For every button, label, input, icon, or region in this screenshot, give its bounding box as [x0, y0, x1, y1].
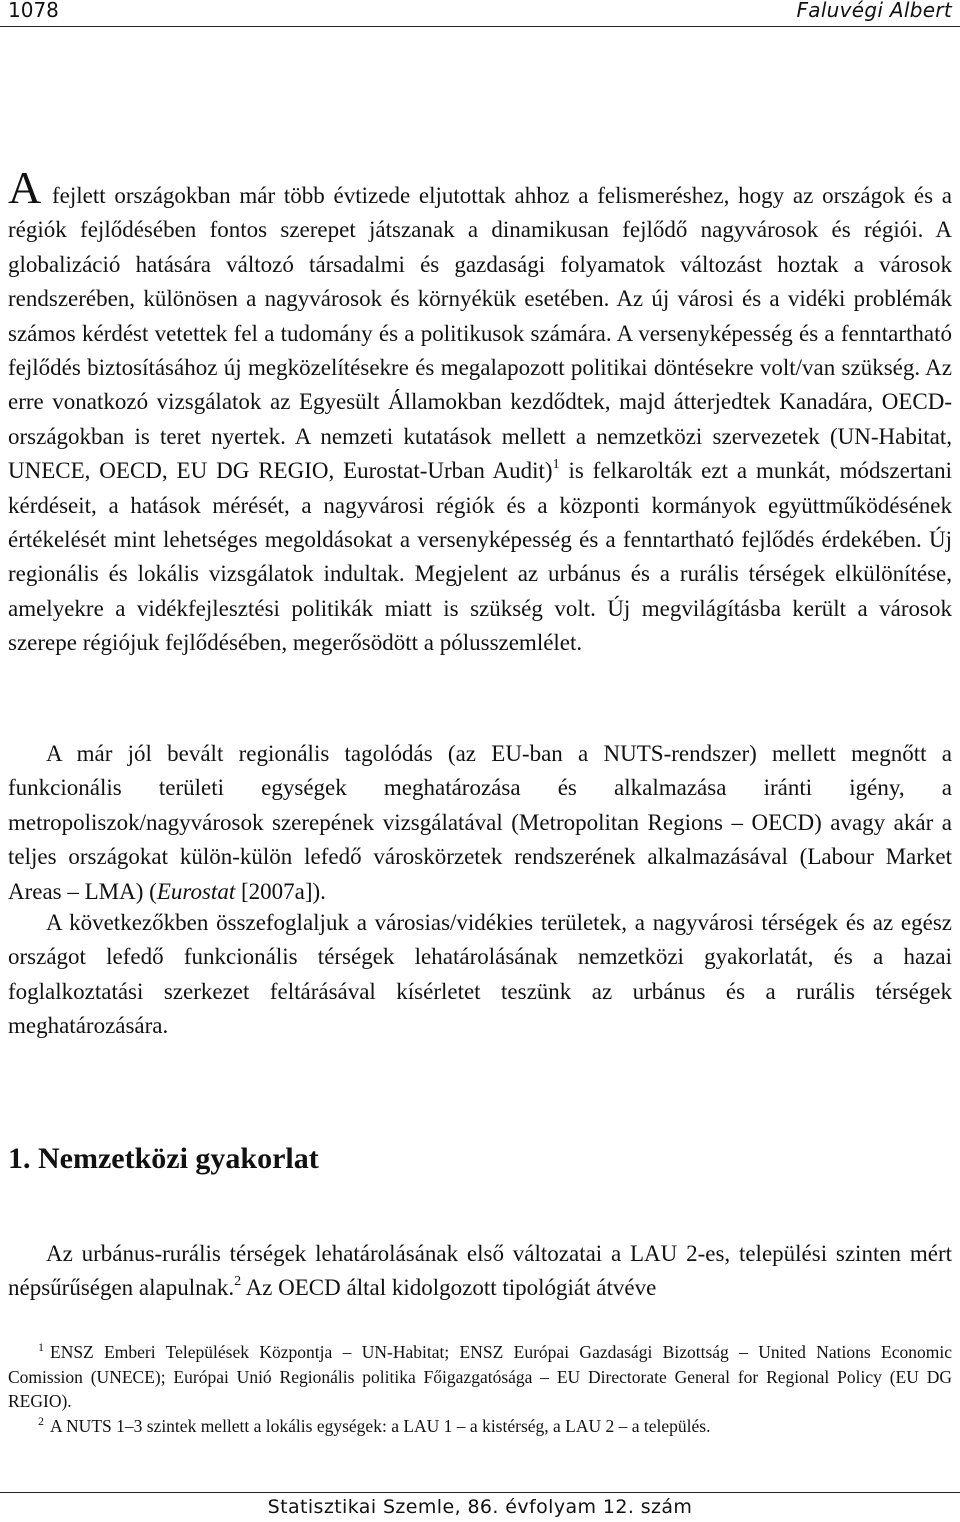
- footnote-marker-1: 1: [38, 1340, 44, 1354]
- footnote-ref-2[interactable]: 2: [234, 1274, 242, 1290]
- footnote-marker-2: 2: [38, 1413, 44, 1428]
- intro-text-continued: is felkarolták ezt a munkát, módszertani kérdéseit, a hatások mérését, a nagyvárosi régiók és a központi kormányok együttműködésének értékelését mint lehetséges megoldásokat a versenyképesség és a fenntartható fejlődés érdekében. Új regionális és lokális vizsgálatok indultak. Megjelent az urbánus és a rurális térségek elkülönítése, amelyekre a vidékfejlesztési politikák miatt is szükség volt. Új megvilágításba került a városok szerepe régiójuk fejlődésében, megerősödött a pólusszemlélet.: [8, 458, 952, 656]
- running-author: Faluvégi Albert: [796, 0, 952, 22]
- footnote-2: [8, 1414, 952, 1439]
- paragraph-2: [8, 737, 952, 909]
- paragraph-3: A következőkben összefoglaljuk a városias/vidékies területek, a nagyvárosi térségek és az egész országot lefedő funkcionális térségek lehatárolásának nemzetközi gyakorlatát, és a hazai foglalkoztatási szerkezet feltárásával kísérletet teszünk az urbánus és a rurális térségek meghatározására.: [8, 910, 952, 1039]
- footnote-1-text: ENSZ Emberi Települések Központja – UN-Habitat; ENSZ Európai Gazdasági Bizottság – United Nations Economic Comission (UNECE); Európai Unió Regionális politika Főigazgatósága – EU Directorate General for Regional Policy (EU DG REGIO).: [8, 1342, 952, 1411]
- intro-text: fejlett országokban már több évtizede eljutottak ahhoz a felismeréshez, hogy az országok és a régiók fejlődésében fontos szerepet játszanak a dinamikusan fejlődő nagyvárosok és régiói. A globalizáció hatására változó társadalmi és gazdasági folyamatok változást hoztak a városok rendszerében, különösen a nagyvárosok és környékük esetében. Az új városi és a vidéki problémák számos kérdést vetettek fel a tudomány és a politikusok számára. A versenyképesség és a fenntartható fejlődés biztosításához új megközelítésekre és megalapozott politikai döntésekre volt/van szükség. Az erre vonatkozó vizsgálatok az Egyesült Államokban kezdődtek, majd átterjedtek Kanadára, OECD-országokban is teret nyertek. A nemzeti kutatások mellett a nemzetközi szervezetek (UN-Habitat, UNECE, OECD, EU DG REGIO, Eurostat-Urban Audit): [8, 183, 952, 484]
- section-paragraph: [8, 1237, 952, 1306]
- section-heading: 1. Nemzetközi gyakorlat: [8, 1142, 319, 1175]
- journal-name: Statisztikai Szemle, 86. évfolyam 12. szám: [267, 1496, 693, 1518]
- footnote-ref-1[interactable]: 1: [552, 457, 560, 473]
- running-header: [0, 0, 960, 27]
- intro-paragraph: [8, 162, 952, 661]
- running-footer: [0, 1492, 960, 1522]
- page-number: 1078: [8, 0, 59, 22]
- section-text-continued: Az OECD által kidolgozott tipológiát átvéve: [241, 1275, 657, 1301]
- footnotes: [8, 1340, 952, 1438]
- citation-author: Eurostat: [156, 878, 236, 904]
- drop-cap: A: [8, 162, 42, 213]
- paragraph-2-text-continued: [2007a]).: [235, 878, 326, 904]
- footnote-2-text: A NUTS 1–3 szintek mellett a lokális egységek: a LAU 1 – a kistérség, a LAU 2 – a település.: [50, 1415, 711, 1436]
- paragraph-2-text: A már jól bevált regionális tagolódás (az EU-ban a NUTS-rendszer) mellett megnőtt a funkcionális területi egységek meghatározása és alkalmazása iránti igény, a metropoliszok/nagyvárosok szerepének vizsgálatával (Metropolitan Regions – OECD) avagy akár a teljes országokat külön-külön lefedő városkörzetek rendszerének alkalmazásával (Labour Market Areas – LMA) (: [8, 741, 952, 904]
- footnote-1: [8, 1340, 952, 1414]
- section-text: Az urbánus-rurális térségek lehatárolásának első változatai a LAU 2-es, települési szinten mért népsűrűségen alapulnak.: [8, 1241, 952, 1301]
